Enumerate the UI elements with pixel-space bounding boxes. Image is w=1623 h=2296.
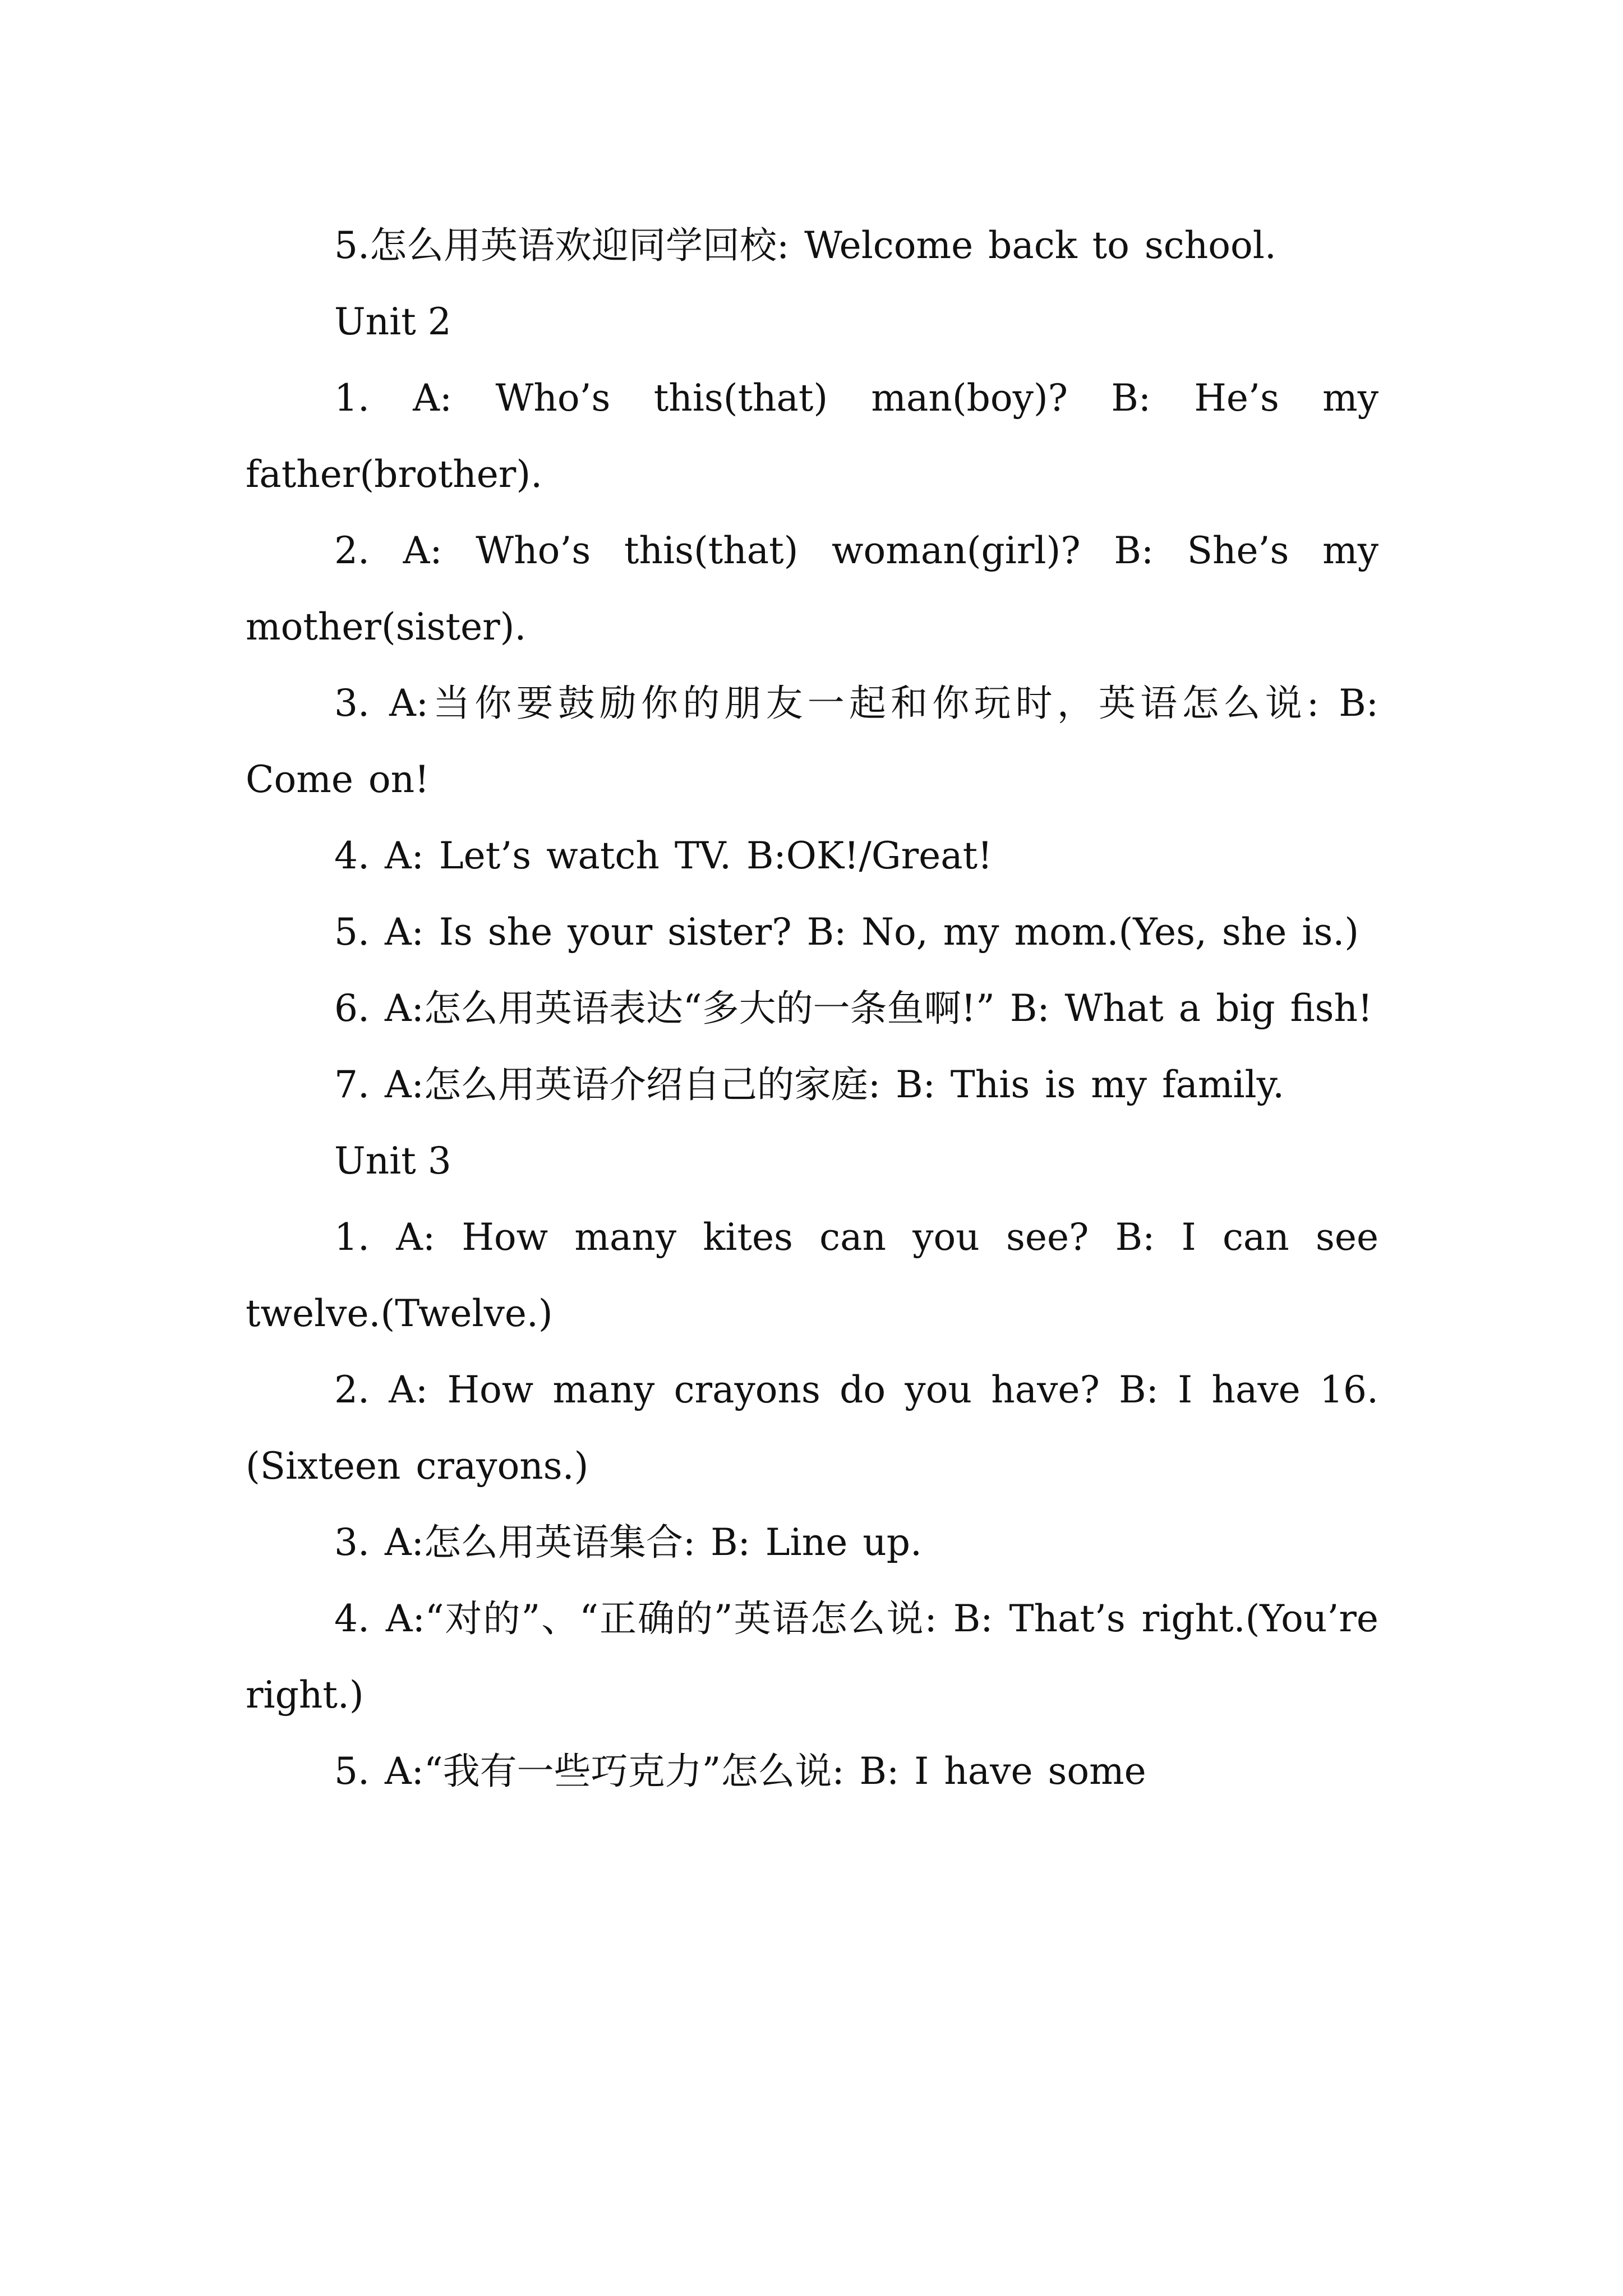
text-line: 5. A:“我有一些巧克力”怎么说: B: I have some [334, 1750, 1146, 1793]
text-line: 2. A: How many crayons do you have? B: I have 16.(Sixteen crayons.) [246, 1368, 1378, 1488]
text-line: 7. A:怎么用英语介绍自己的家庭: B: This is my family. [334, 1063, 1285, 1106]
text-line: 1. A: Who’s this(that) man(boy)? B: He’s my father(brother). [246, 376, 1378, 496]
text-line: 5.怎么用英语欢迎同学回校: Welcome back to school. [334, 224, 1276, 267]
text-line: 4. A: Let’s watch TV. B:OK!/Great! [334, 834, 993, 877]
text-line: 3. A:怎么用英语集合: B: Line up. [334, 1521, 922, 1564]
section-heading-unit-3: Unit 3 [334, 1139, 451, 1182]
text-line: 2. A: Who’s this(that) woman(girl)? B: She’s my mother(sister). [246, 529, 1378, 648]
text-line: 6. A:怎么用英语表达“多大的一条鱼啊!” B: What a big fish! [334, 987, 1373, 1030]
document-body [246, 208, 1378, 1810]
text-line: 3. A:当你要鼓励你的朋友一起和你玩时，英语怎么说: B: Come on! [246, 682, 1378, 801]
text-line: 5. A: Is she your sister? B: No, my mom.(Yes, she is.) [334, 910, 1359, 954]
text-line: 4. A:“对的”、“正确的”英语怎么说: B: That’s right.(You’re right.) [246, 1597, 1378, 1717]
section-heading-unit-2: Unit 2 [334, 300, 451, 343]
text-line: 1. A: How many kites can you see? B: I can see twelve.(Twelve.) [246, 1216, 1378, 1335]
